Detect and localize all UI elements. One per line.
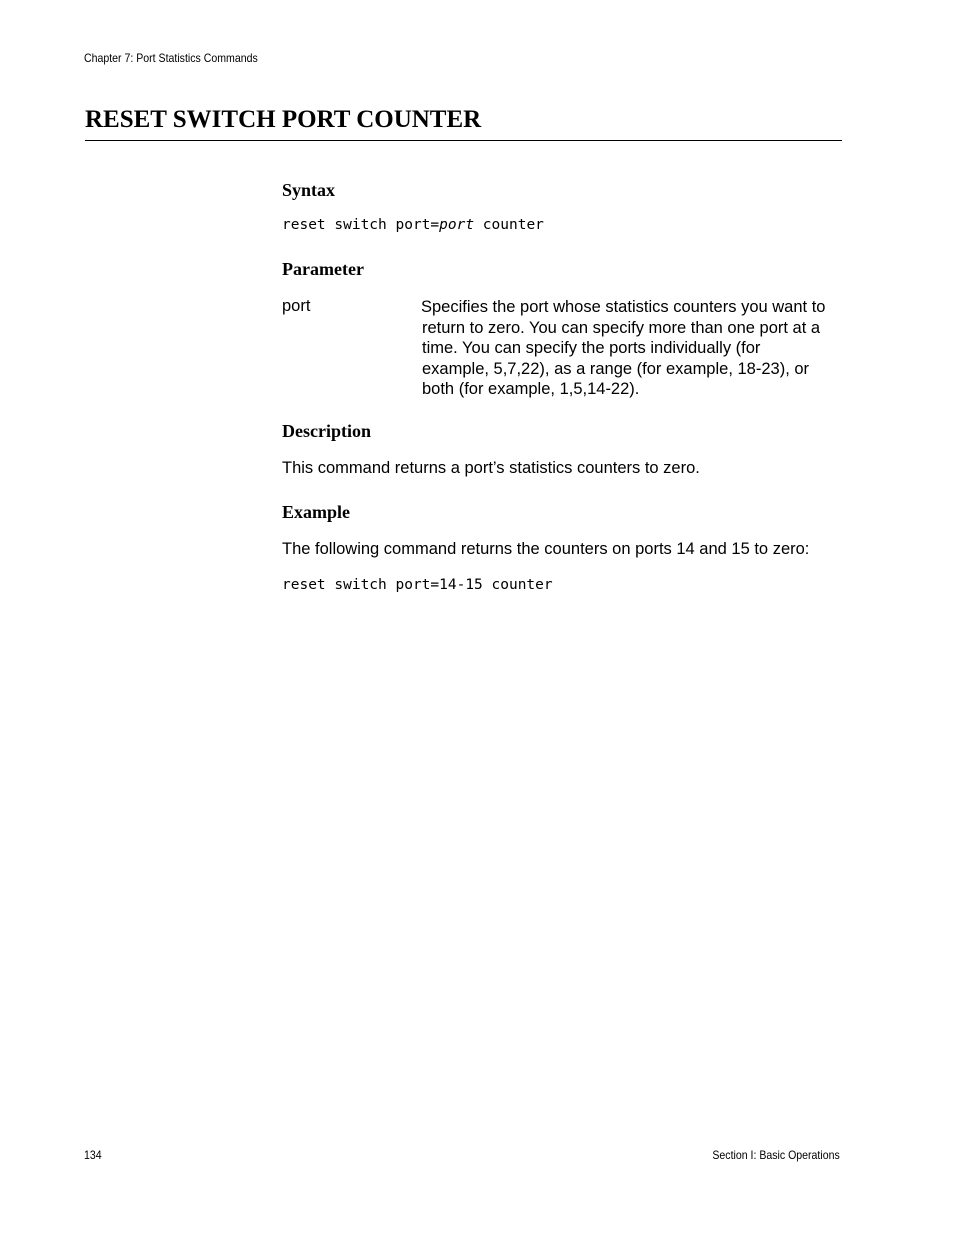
description-heading: Description xyxy=(282,421,371,441)
example-text: The following command returns the counters on ports 14 and 15 to zero: xyxy=(282,540,810,558)
example-heading: Example xyxy=(282,502,351,522)
parameter-description-line: example, 5,7,22), as a range (for example, 18-23), or xyxy=(422,359,810,378)
title-rule xyxy=(85,140,842,141)
parameter-description-line: return to zero. You can specify more than one port at a xyxy=(422,318,821,337)
syntax-command-suffix: counter xyxy=(474,217,544,233)
description-text: This command returns a port’s statistics counters to zero. xyxy=(282,459,700,477)
syntax-command-variable: port xyxy=(439,217,475,233)
syntax-command-prefix: reset switch port= xyxy=(282,217,440,233)
page-number: 134 xyxy=(84,1148,102,1162)
parameter-name: port xyxy=(282,297,311,315)
parameter-description-line: both (for example, 1,5,14-22). xyxy=(422,380,640,398)
footer-section: Section I: Basic Operations xyxy=(712,1148,840,1162)
parameter-description xyxy=(421,297,851,400)
syntax-heading: Syntax xyxy=(282,180,336,200)
syntax-command xyxy=(282,217,544,233)
running-header: Chapter 7: Port Statistics Commands xyxy=(84,51,258,65)
parameter-heading: Parameter xyxy=(282,259,364,279)
parameter-description-line: time. You can specify the ports individually (for xyxy=(422,339,761,357)
parameter-description-line: Specifies the port whose statistics counters you want to xyxy=(421,298,826,316)
page-title: RESET SWITCH PORT COUNTER xyxy=(85,106,482,133)
example-command: reset switch port=14-15 counter xyxy=(282,577,553,593)
